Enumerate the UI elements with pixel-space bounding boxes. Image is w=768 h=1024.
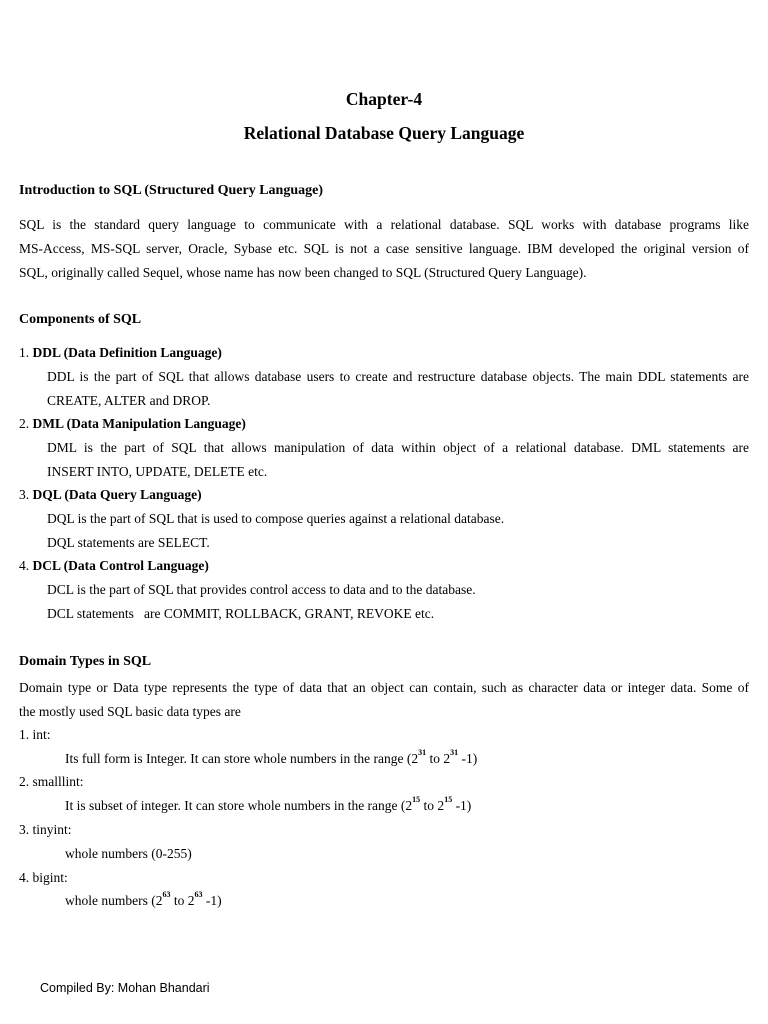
type-desc-text: to 2 xyxy=(170,893,195,908)
component-name: DQL (Data Query Language) xyxy=(32,487,202,502)
type-desc-text: It is subset of integer. It can store whole numbers in the range (2 xyxy=(65,798,413,813)
page-title: Relational Database Query Language xyxy=(243,123,525,143)
page-footer: Compiled By: Mohan Bhandari xyxy=(40,981,210,995)
component-desc-line: DCL statements are COMMIT, ROLLBACK, GRANT, REVOKE etc. xyxy=(47,606,435,621)
component-number: 2. xyxy=(19,416,30,431)
type-label-smallint: 2. smalllint: xyxy=(19,774,84,789)
type-desc-text: Its full form is Integer. It can store whole numbers in the range (2 xyxy=(65,751,419,766)
component-desc-line: INSERT INTO, UPDATE, DELETE etc. xyxy=(47,464,268,479)
type-desc-int xyxy=(65,748,478,767)
exponent: 15 xyxy=(444,795,453,804)
type-label-bigint: 4. bigint: xyxy=(19,870,68,885)
component-desc-line: DDL is the part of SQL that allows database users to create and restructure database objects. The main DDL statements are xyxy=(47,369,749,384)
component-desc-line: DQL statements are SELECT. xyxy=(47,535,210,550)
component-desc-line: DCL is the part of SQL that provides control access to data and to the database. xyxy=(47,582,476,597)
component-item-dml xyxy=(19,416,246,432)
components-heading: Components of SQL xyxy=(19,312,142,327)
type-desc-tinyint: whole numbers (0-255) xyxy=(65,846,192,861)
component-item-ddl xyxy=(19,345,222,361)
intro-line: SQL, originally called Sequel, whose name has now been changed to SQL (Structured Query Language). xyxy=(19,265,587,280)
component-item-dcl xyxy=(19,558,209,574)
component-name: DCL (Data Control Language) xyxy=(32,558,209,573)
component-desc-ddl xyxy=(47,365,749,413)
domain-heading: Domain Types in SQL xyxy=(19,654,152,669)
type-desc-text: -1) xyxy=(458,751,478,766)
exponent: 63 xyxy=(162,890,171,899)
component-number: 3. xyxy=(19,487,30,502)
component-desc-dml xyxy=(47,436,749,484)
exponent: 63 xyxy=(194,890,203,899)
domain-line: Domain type or Data type represents the type of data that an object can contain, such as character data or integer data. Some of xyxy=(19,680,749,695)
component-name: DDL (Data Definition Language) xyxy=(32,345,222,360)
component-item-dql xyxy=(19,487,202,503)
domain-paragraph xyxy=(19,676,749,724)
exponent: 15 xyxy=(412,795,421,804)
type-desc-text: -1) xyxy=(452,798,472,813)
intro-paragraph xyxy=(19,213,749,285)
exponent: 31 xyxy=(418,748,427,757)
type-desc-bigint xyxy=(65,890,222,909)
type-desc-text: -1) xyxy=(202,893,222,908)
component-desc-line: CREATE, ALTER and DROP. xyxy=(47,393,211,408)
type-label-tinyint: 3. tinyint: xyxy=(19,822,72,837)
component-name: DML (Data Manipulation Language) xyxy=(32,416,246,431)
domain-line: the mostly used SQL basic data types are xyxy=(19,704,241,719)
type-label-int: 1. int: xyxy=(19,727,51,742)
type-desc-text: to 2 xyxy=(426,751,451,766)
component-number: 1. xyxy=(19,345,30,360)
exponent: 31 xyxy=(450,748,459,757)
component-desc-line: DML is the part of SQL that allows manipulation of data within object of a relational database. DML statements are xyxy=(47,440,749,455)
chapter-number: Chapter-4 xyxy=(345,89,423,109)
type-desc-text: whole numbers (2 xyxy=(65,893,163,908)
intro-line: MS-Access, MS-SQL server, Oracle, Sybase etc. SQL is not a case sensitive language. IBM developed the original version of xyxy=(19,241,749,256)
type-desc-smallint xyxy=(65,795,472,814)
component-desc-line: DQL is the part of SQL that is used to compose queries against a relational database. xyxy=(47,511,505,526)
intro-heading: Introduction to SQL (Structured Query Language) xyxy=(19,183,324,198)
intro-line: SQL is the standard query language to communicate with a relational database. SQL works with database programs like xyxy=(19,217,749,232)
component-number: 4. xyxy=(19,558,30,573)
type-desc-text: to 2 xyxy=(420,798,445,813)
